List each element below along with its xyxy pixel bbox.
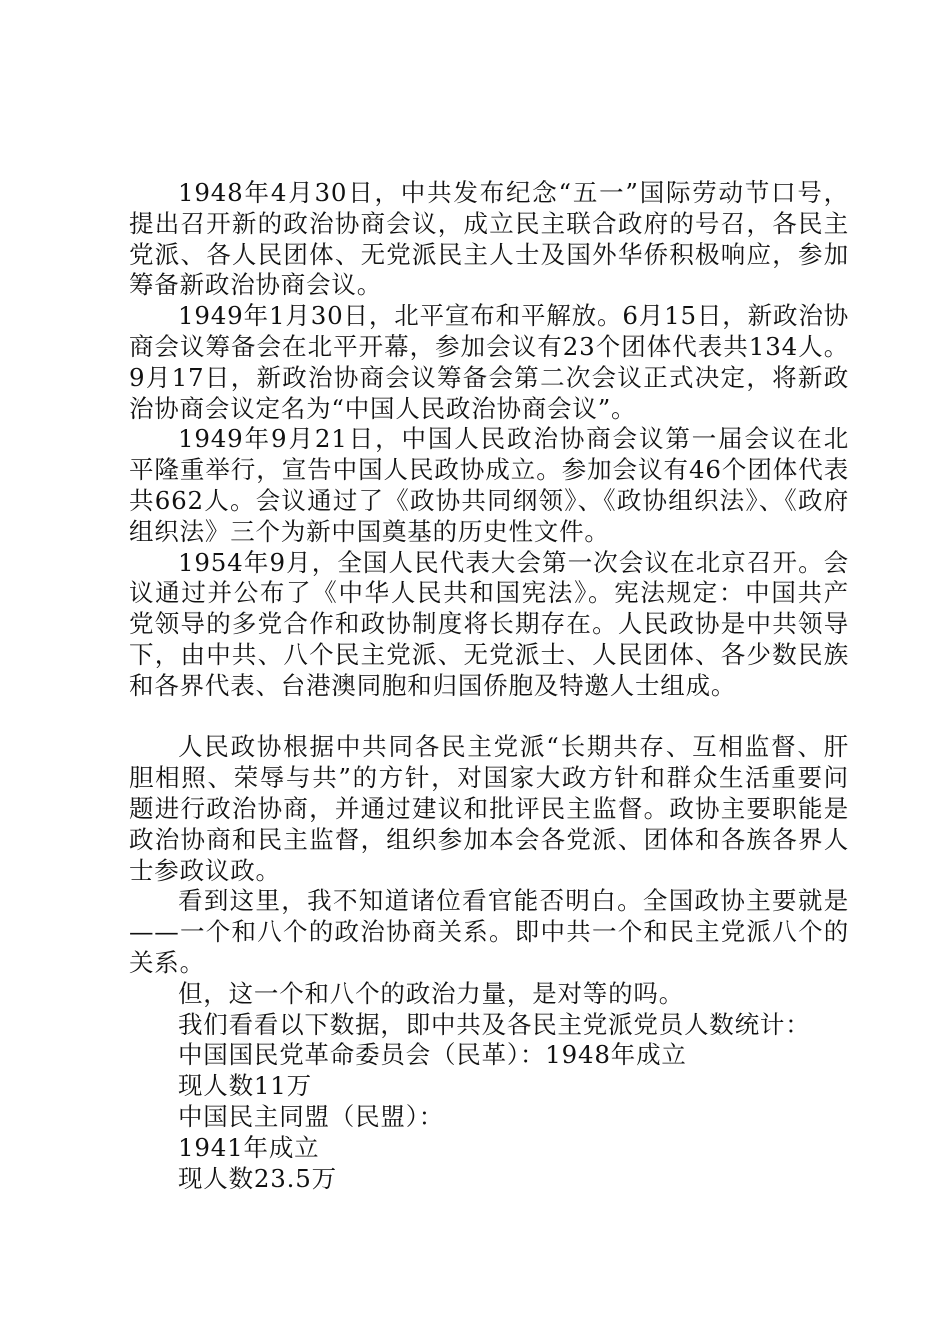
paragraph-cppcc-functions: 人民政协根据中共同各民主党派“长期共存、互相监督、肝胆相照、荣辱与共”的方针，对国家大政方针和群众生活重要问题进行政治协商，并通过建议和批评民主监督。政协主要职能是政治协商和民主监督，组织参加本会各党派、团体和各族各界人士参政议政。	[129, 732, 849, 885]
line-question: 但，这一个和八个的政治力量，是对等的吗。	[178, 978, 684, 1008]
paragraph-1949-sep: 1949年9月21日，中国人民政治协商会议第一届会议在北平隆重举行，宣告中国人民政协成立。参加会议有46个团体代表共662人。会议通过了《政协共同纲领》、《政协组织法》、《政府组织法》三个为新中国奠基的历史性文件。	[129, 424, 849, 546]
line-minge-members: 现人数11万	[178, 1071, 312, 1101]
line-minmeng-founded: 1941年成立	[178, 1132, 320, 1162]
paragraph-one-and-eight: 看到这里，我不知道诸位看官能否明白。全国政协主要就是——一个和八个的政治协商关系。即中共一个和民主党派八个的关系。	[129, 886, 849, 977]
paragraph-1948: 1948年4月30日，中共发布纪念“五一”国际劳动节口号，提出召开新的政治协商会议，成立民主联合政府的号召，各民主党派、各人民团体、无党派民主人士及国外华侨积极响应，参加筹备新政治协商会议。	[129, 178, 849, 300]
paragraph-1949-jan: 1949年1月30日，北平宣布和平解放。6月15日，新政治协商会议筹备会在北平开幕，参加会议有23个团体代表共134人。9月17日，新政治协商会议筹备会第二次会议正式决定，将新政治协商会议定名为“中国人民政治协商会议”。	[129, 301, 849, 423]
line-minmeng-members: 现人数23.5万	[178, 1163, 337, 1193]
line-data-intro: 我们看看以下数据，即中共及各民主党派党员人数统计：	[178, 1009, 811, 1039]
line-minge-name: 中国国民党革命委员会（民革）：1948年成立	[178, 1040, 687, 1070]
paragraph-1954: 1954年9月，全国人民代表大会第一次会议在北京召开。会议通过并公布了《中华人民共和国宪法》。宪法规定：中国共产党领导的多党合作和政协制度将长期存在。人民政协是中共领导下，由中共、八个民主党派、无党派士、人民团体、各少数民族和各界代表、台港澳同胞和归国侨胞及特邀人士组成。	[129, 547, 849, 700]
document-body	[129, 178, 849, 1194]
line-minmeng-name: 中国民主同盟（民盟）：	[178, 1101, 445, 1131]
blank-line	[129, 702, 849, 733]
